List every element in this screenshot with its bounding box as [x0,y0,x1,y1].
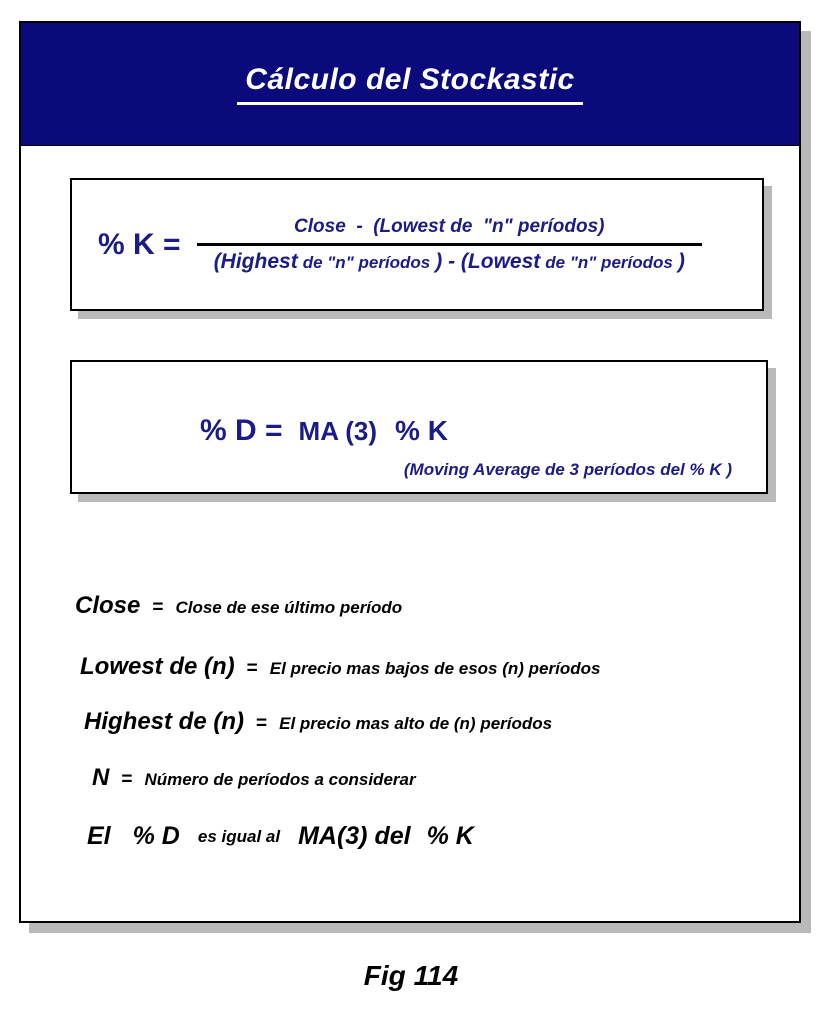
formula-k-denominator [214,250,685,274]
formula-k-lhs: % K = [98,227,181,261]
definition-description: El precio mas bajos de esos (n) períodos [269,659,601,678]
denominator-part: ) - (Lowest [435,249,541,273]
definition-description: Número de períodos a considerar [144,770,416,789]
definition-term: Close [75,592,141,619]
conclusion-part: % D [132,822,180,850]
denominator-part: de "n" períodos [545,252,673,272]
formula-d-equation [200,414,448,448]
formula-d-box [70,360,768,494]
conclusion-part: % K [426,822,474,850]
equals-sign: = [152,597,164,618]
conclusion-part: MA(3) del [298,822,411,850]
denominator-part: de "n" períodos [302,252,431,272]
formula-d-lhs: % D = [200,414,283,447]
definition-highest [84,708,552,736]
figure-caption: Fig 114 [363,960,459,991]
denominator-part: (Highest [213,249,298,273]
fraction-bar [197,243,702,246]
formula-d-ma: MA (3) [298,416,378,446]
conclusion-part: El [87,822,111,850]
definition-close [75,592,402,620]
definition-lowest [80,653,600,681]
formula-k-fraction [197,216,702,274]
definition-n [92,764,416,792]
conclusion-line [87,822,474,851]
definition-description: El precio mas alto de (n) períodos [279,714,553,733]
document-frame [19,21,801,923]
page-title: Cálculo del Stockastic [237,63,582,105]
definition-term: Highest de (n) [84,708,244,735]
formula-k-numerator: Close - (Lowest de "n" períodos) [294,215,605,237]
formula-d-note: (Moving Average de 3 períodos del % K ) [403,460,732,479]
conclusion-part: es igual al [197,826,281,846]
denominator-part: ) [677,249,685,273]
equals-sign: = [256,713,268,734]
definition-description: Close de ese último período [175,598,403,617]
formula-k-box [70,178,764,311]
definition-term: Lowest de (n) [80,653,235,680]
header-band [21,23,799,146]
formula-d-k: % K [395,415,448,446]
definition-term: N [92,764,110,791]
equals-sign: = [121,769,133,790]
equals-sign: = [246,658,258,679]
